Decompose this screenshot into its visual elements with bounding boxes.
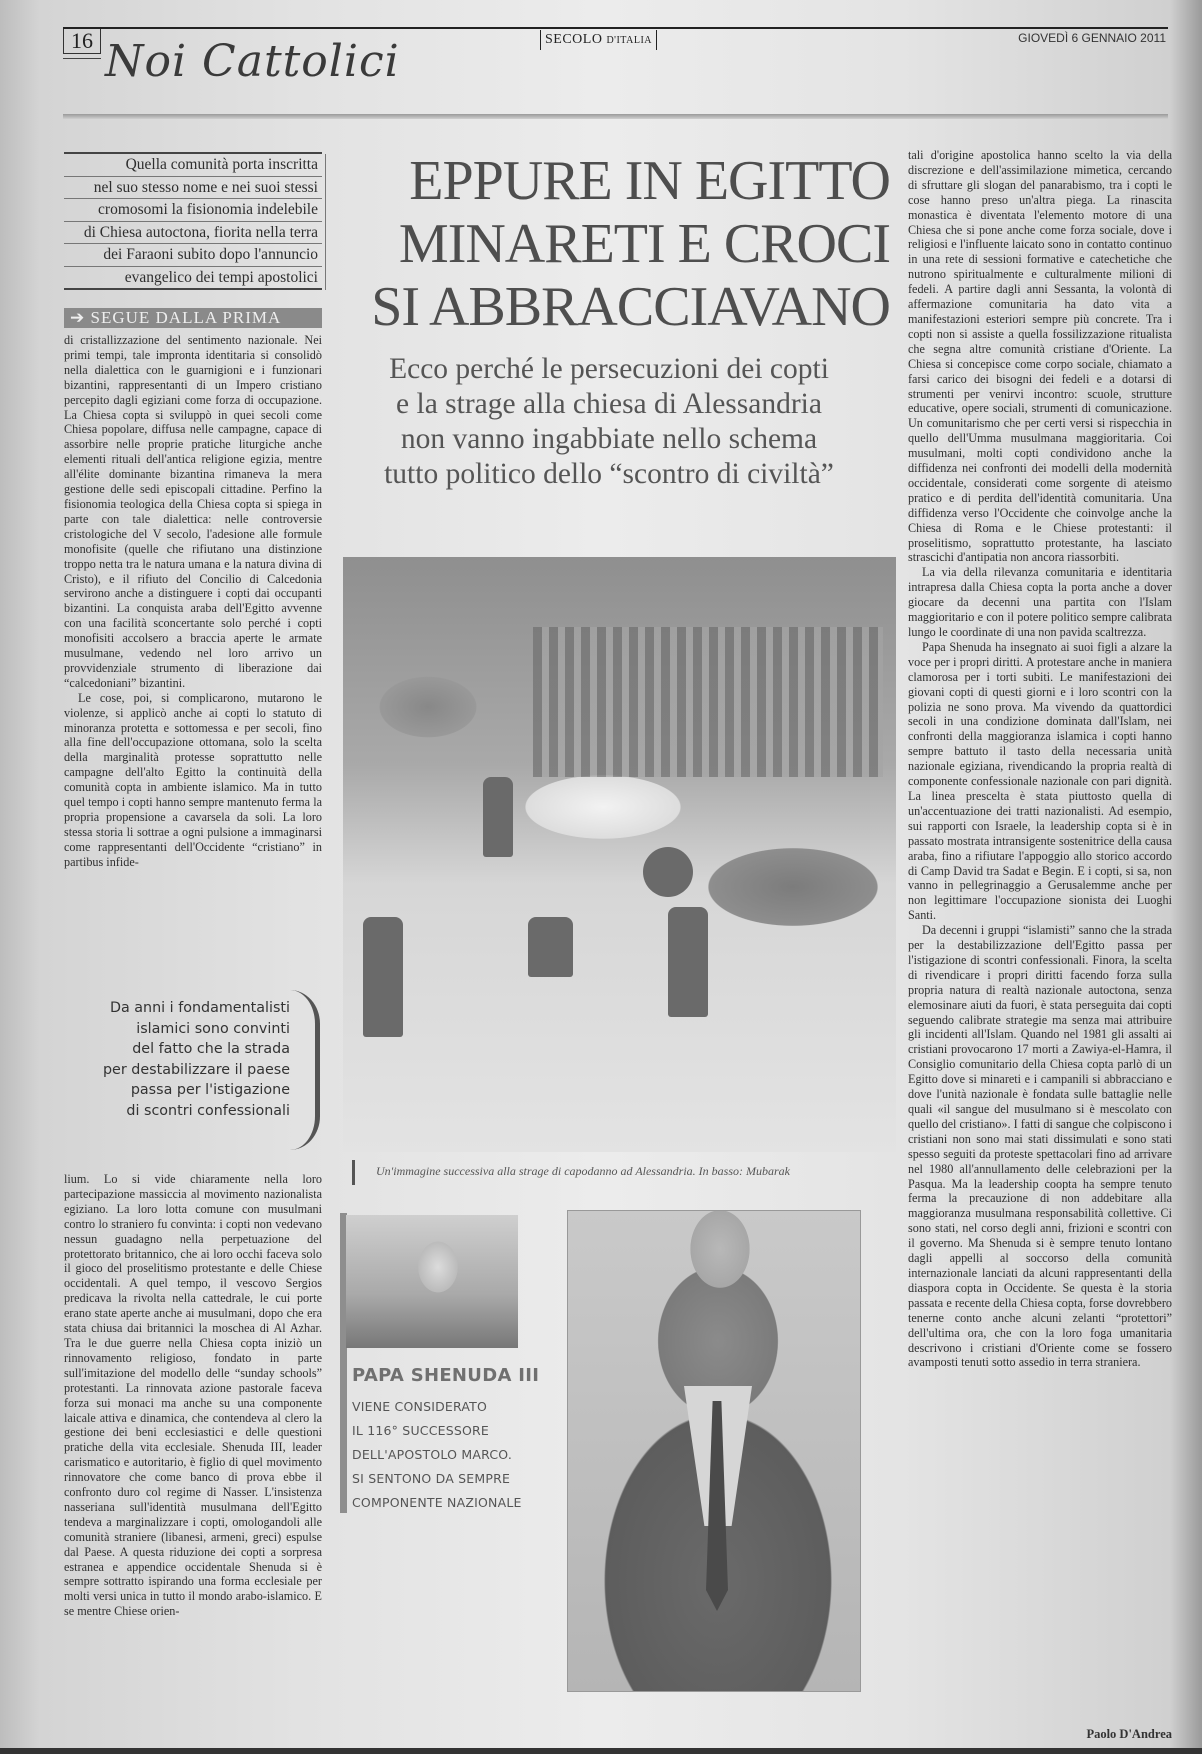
sidebar-line: VIENE CONSIDERATO: [352, 1399, 488, 1414]
caption-bar: [352, 1160, 355, 1185]
masthead-small: D'ITALIA: [606, 35, 652, 46]
pull-quote-line: del fatto che la strada: [132, 1041, 290, 1057]
pull-quote-bracket-icon: [290, 990, 320, 1150]
paragraph: Da decenni i gruppi “islamisti” sanno che la strada per la destabilizzazione dell'Egitto passa per l'istigazione di scontri confessionali. Finora, la scelta di rivendicare i propri diritti facendo forza sulla propria natura di realtà nazionale autoctona, senza elemosinare aiuti da fuori, è stata perseguita dai copti seguendo calibrate strategie ma senza mai attribuire gli incidenti all'Islam. Quando nel 1981 gli assalti ai cristiani provocarono 17 morti a Zawiya-el-Hamra, il Consiglio comunitario della Chiesa copta parlò di un Egitto dove si minareti e i campanili si abbracciano e dove l'unità nazionale è fondata sulle battaglie nelle quali «il sangue del musulmano si è mescolato con quello del cristiano». I fatti di sangue che colpiscono i cristiani non sono mai stati dissimulati e sono stati spesso seguiti da proteste spettacolari fino ad arrivare nel 1980 all'annullamento delle celebrazioni per la Pasqua. Ma la leadership coopta ha sempre tenuto ferma la precauzione di non addebitare alla maggioranza musulmana responsabilità collettive. Ci sono stati, nel corso degli anni, frizioni e scontri con il governo. Ma Shenuda si è sempre tenuto lontano dagli appelli al soccorso della comunità internazionale lanciati da alcuni rappresentanti della diaspora copta in Occidente. Se questa è la storia passata e recente della Chiesa copta, forse dovrebbero tenerne conto anche alcuni zelanti “protettori” dell'ultima ora, che con la loro foga umanitaria descrivono i cristiani d'Oriente come se fossero avamposti tenuti sotto assedio in terra straniera.: [908, 923, 1172, 1370]
headline-line: MINARETI E CROCI: [398, 213, 890, 275]
quote-line: cromosomi la fisionomia indelebile: [64, 199, 322, 222]
quote-line: dei Faraoni subito dopo l'annuncio: [64, 244, 322, 267]
header-bottom-rule: [63, 114, 1168, 119]
sidebar-line: IL 116° SUCCESSORE: [352, 1423, 490, 1438]
person-shape: [668, 907, 708, 1017]
author-byline: Paolo D'Andrea: [1086, 1727, 1172, 1741]
article-column-1-top: [64, 333, 322, 971]
quote-line: evangelico dei tempi apostolici: [64, 267, 322, 291]
person-shape: [643, 847, 693, 897]
intro-quote-box: [64, 152, 322, 290]
subheadline-line: non vanno ingabbiate nello schema: [400, 423, 818, 455]
issue-date: GIOVEDÌ 6 GENNAIO 2011: [1018, 31, 1166, 45]
continued-from-front-label: ➔ SEGUE DALLA PRIMA: [64, 308, 322, 328]
paragraph: Papa Shenuda ha insegnato ai suoi figli a alzare la voce per i propri diritti. A protestare anche in maniera clamorosa per i torti subiti. Le manifestazioni dei giovani copti di questi giorni e i loro scontri con la polizia ne sono prova. Ma vivendo da quattordici secoli in una condizione dominata dall'Islam, nei confronti della maggioranza islamica i copti hanno sempre battuto il tasto della necessaria unità nazionale egiziana, rivendicando la propria realtà di componente confessionale nazionale con pari dignità. La linea prescelta è stata piuttosto quella di un'accentuazione dei tratti nazionalisti. Ad esempio, sui rapporti con Israele, la leadership copta si è in passato mostrata intransigente sostenitrice della causa araba, fino a rifiutare l'appoggio allo storico accordo di Camp David tra Sadat e Begin. E i copti, si sa, non vanno in pellegrinaggio a Gerusalemme anche per non legittimare l'occupazione sionista dei Luoghi Santi.: [908, 639, 1172, 923]
paragraph: di cristallizzazione del sentimento nazionale. Nei primi tempi, tale impronta identitaria si consolidò nella dialettica con le guarnigioni e i funzionari bizantini, rappresentanti di un Impero cristiano percepito dagli egiziani come forza di occupazione. La Chiesa copta si sviluppò in quei secoli come Chiesa popolare, diffusa nelle campagne, capace di assorbire nelle proprie pratiche liturgiche anche elementi rituali dell'antica religione egizia, mentre all'élite dominante bizantina rimaneva la mera gestione delle sedi episcopali cittadine. Perfino la fisionomia teologica della Chiesa copta si spiega in parte con tale dialettica: nelle controversie cristologiche del V secolo, l'adesione alle formule monofisite (quelle che rifiutano una distinzione troppo netta tra le natura umana e la natura divina di Cristo), e il rifiuto del Concilio di Calcedonia servirono anche a distinguere i copti dai occupanti bizantini. La conquista araba dell'Egitto avvenne con una facilità sconcertante solo perché i copti monofisiti accolsero a braccia aperte le armate musulmane, vedendo nel loro arrivo un provvidenziale strumento di liberazione dai “calcedoniani” bizantini.: [64, 333, 322, 690]
article-column-1-bottom: [64, 1172, 322, 1724]
pope-shenuda-photo: [346, 1215, 518, 1348]
person-shape: [483, 777, 513, 857]
paragraph: La via della rilevanza comunitaria e identitaria intrapresa dalla Chiesa copta la porta anche a dover giocare da decenni una partita con l'Islam maggioritario e con il potere politico sempre calibrata lungo le coordinate di una non pavida scaltrezza.: [908, 565, 1172, 639]
quote-line: Quella comunità porta inscritta: [64, 154, 322, 177]
page-bottom-edge: [0, 1748, 1202, 1754]
paragraph: Le cose, poi, si complicarono, mutarono le violenze, si applicò anche ai copti lo statuto di minoranza protetta e sottomessa e per secoli, fino alla fine dell'occupazione ottomana, solo la scelta della marginalità protesse soprattutto nelle campagne dell'alto Egitto la continuità della comunità copta in ambiente islamico. Ma in tutto quel tempo i copti hanno sempre mantenuto ferma la propria propensione a cavarsela da soli. La loro stessa storia li sottrae a ogni pulsione a immaginarsi come rappresentanti dell'Occidente “cristiano” in partibus infide-: [64, 690, 322, 869]
article-column-3: [908, 148, 1172, 1724]
subheadline: [330, 352, 888, 492]
quote-line: di Chiesa autoctona, fiorita nella terra: [64, 222, 322, 245]
page-number-rule: [63, 58, 101, 59]
masthead-main: SECOLO: [545, 32, 603, 47]
pull-quote-line: Da anni i fondamentalisti: [109, 1000, 290, 1016]
pull-quote-line: passa per l'istigazione: [130, 1082, 290, 1098]
paragraph: lium. Lo si vide chiaramente nella loro partecipazione massiccia al movimento nazionalista egiziano. La loro lotta comune con musulmani contro lo straniero fu convinta: i copti non vedevano nessun guadagno nella perpetuazione del protettorato britannico, che ai loro occhi faceva solo il gioco del proselitismo protestante e delle Chiese occidentali. A quel tempo, il vescovo Sergios predicava la rivolta nella cattedrale, le cui porte erano state aperte anche ai musulmani, dopo che era stata chiusa dai britannici la moschea di Al Azhar. Tra le due guerre nella Chiesa copta iniziò un rinnovamento religioso, fondato in parte sull'imitazione del modello delle “sunday schools” protestanti. La rinnovata azione pastorale faceva forza sui monaci ma anche su una componente laicale attiva e dinamica, che contendeva al clero la gestione dei beni ecclesiastici e delle questioni pratiche della vita ecclesiale. Shenuda III, leader carismatico e autoritario, è figlio di quel movimento rinnovatore che come banco di prova ebbe il confronto duro col regime di Nasser. L'insistenza nasseriana sull'identità musulmana dell'Egitto tendeva a marginalizzare i copti, omologandoli alle comunità straniere (libanesi, armeni, greci) espulse dal Paese. A questa riduzione dei copti a sorpresa estranea e appendice occidentale Shenuda si è sempre sottratto ispirando una forma ecclesiale per molti versi unica in tutto il mondo arabo-islamico. E se mentre Chiese orien-: [64, 1172, 322, 1619]
sidebar-title: PAPA SHENUDA III: [352, 1365, 540, 1386]
sidebar-line: SI SENTONO DA SEMPRE: [352, 1471, 511, 1486]
headline-line: SI ABBRACCIAVANO: [371, 276, 890, 338]
pull-quote: [86, 998, 290, 1121]
sidebar-line: DELL'APOSTOLO MARCO.: [352, 1447, 512, 1462]
person-shape: [528, 917, 573, 977]
pull-quote-line: di scontri confessionali: [126, 1102, 290, 1119]
sidebar-line: COMPONENTE NAZIONALE: [352, 1495, 522, 1510]
quote-line: nel suo stesso nome e nei suoi stessi: [64, 177, 322, 200]
paragraph: tali d'origine apostolica hanno scelto la via della discrezione e dell'assimilazione mimetica, cercando di sfruttare gli slogan del panarabismo, tra i copti le cose hanno preso un'altra piega. La rinascita monastica è diventata l'elemento motore di una Chiesa che si pone anche come forza sociale, dove i religiosi e l'influente laicato sono in contatto continuo in una rete di sessioni formative e catechetiche che nutrono spiritualmente e culturalmente milioni di fedeli. A partire dagli anni Sessanta, la volontà di affermazione comunitaria ha dato vita a manifestazioni esteriori sempre più concrete. Tra i copti non si assiste a quella fossilizzazione ritualista che segna altre comunità cristiane d'Oriente. La Chiesa si concepisce come corpo sociale, chiamato a farsi carico dei bisogni dei fedeli e a dotarsi di strumenti per venirvi incontro: scuole, strutture educative, opere sociali, strumenti di comunicazione. Un comunitarismo che per certi versi si rispecchia in quello dell'Umma musulmana maggioritaria. Coi musulmani, molti copti condividono anche la diffidenza nei confronti dei modelli della modernità occidentale, considerati come sorgente di ateismo pratico e di perdita dell'identità comunitaria. Una diffidenza verso l'Occidente che coinvolge anche la Chiesa di Roma e le Chiese protestanti: il proselitismo, soprattutto protestante, ha lasciato strascichi d'antipatia non ancora riassorbiti.: [908, 148, 1172, 565]
headline-line: EPPURE IN EGITTO: [409, 150, 890, 212]
pull-quote-line: islamici sono convinti: [136, 1020, 290, 1037]
subheadline-line: e la strage alla chiesa di Alessandria: [396, 388, 822, 420]
street-scene-photo: [343, 557, 896, 1152]
header-top-rule: [63, 27, 1168, 29]
crowd-shape: [533, 627, 883, 777]
headline: [330, 150, 890, 339]
mubarak-photo: [567, 1210, 861, 1692]
section-title: Noi Cattolici: [105, 36, 400, 87]
page-number: 16: [63, 29, 101, 54]
person-shape: [363, 917, 403, 1037]
subheadline-line: tutto politico dello “scontro di civiltà”: [384, 458, 834, 490]
sidebar-text: [352, 1395, 522, 1515]
subheadline-line: Ecco perché le persecuzioni dei copti: [389, 353, 829, 385]
photo-caption: Un'immagine successiva alla strage di capodanno ad Alessandria. In basso: Mubarak: [376, 1164, 790, 1178]
pull-quote-line: per destabilizzare il paese: [102, 1061, 290, 1078]
masthead: [540, 30, 657, 50]
